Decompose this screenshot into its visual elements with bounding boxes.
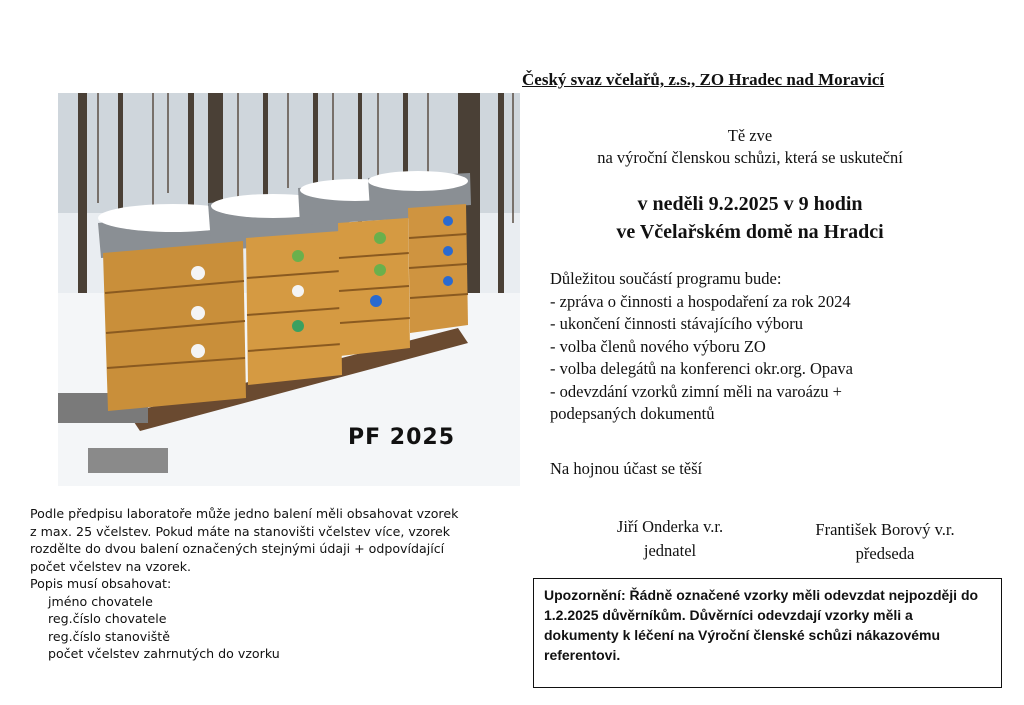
organization-title: Český svaz včelařů, z.s., ZO Hradec nad Moravicí [522, 70, 885, 89]
pf-caption: PF 2025 [348, 425, 456, 450]
invitation-text [540, 125, 960, 169]
lab-line: Popis musí obsahovat: [30, 576, 172, 591]
signature-chairman [790, 518, 980, 566]
event-datetime: v neděli 9.2.2025 v 9 hodin [637, 193, 863, 215]
invite-line-2: na výroční členskou schůzi, která se uskuteční [597, 148, 903, 167]
invite-line-1: Tě zve [727, 126, 773, 145]
program-item: - volba delegátů na konferenci okr.org. Opava [550, 359, 854, 378]
lab-line: Podle předpisu laboratoře může jedno balení měli obsahovat vzorek [30, 506, 459, 521]
signature-name: František Borový v.r. [815, 520, 955, 539]
event-details [540, 190, 960, 246]
closing-text: Na hojnou účast se těší [550, 459, 703, 478]
program-item: - volba členů nového výboru ZO [550, 336, 766, 356]
beehives-photo [58, 93, 520, 486]
signature-role: předseda [855, 544, 915, 563]
lab-line: počet včelstev na vzorek. [30, 558, 192, 574]
program-item: - zpráva o činnosti a hospodaření za rok 2024 [550, 291, 851, 311]
program-intro: Důležitou součástí programu bude: [550, 269, 782, 288]
lab-item: reg.číslo chovatele [48, 611, 167, 626]
lab-item: jméno chovatele [48, 593, 153, 609]
program-item: - odevzdání vzorků zimní měli na varoázu + [550, 381, 842, 401]
program-item: podepsaných dokumentů [550, 404, 715, 423]
event-place: ve Včelařském domě na Hradci [616, 221, 884, 243]
notice-box: Upozornění: Řádně označené vzorky měli odevzdat nejpozději do 1.2.2025 důvěrníkům. Důvěrníci odevzdají vzorky měli a dokumenty k léčení na Výroční členské schůzi nákazovému referentovi. [533, 578, 1002, 688]
signature-secretary [590, 515, 750, 563]
lab-line: rozdělte do dvou balení označených stejnými údaji + odpovídající [30, 541, 445, 556]
lab-line: z max. 25 včelstev. Pokud máte na stanovišti včelstev více, vzorek [30, 523, 451, 539]
lab-item: počet včelstev zahrnutých do vzorku [48, 646, 280, 661]
signature-role: jednatel [643, 541, 697, 560]
lab-item: reg.číslo stanoviště [48, 628, 170, 644]
signature-name: Jiří Onderka v.r. [616, 517, 724, 536]
program-item: - ukončení činnosti stávajícího výboru [550, 314, 803, 333]
laboratory-instructions [30, 505, 520, 663]
program-list [550, 268, 1000, 426]
